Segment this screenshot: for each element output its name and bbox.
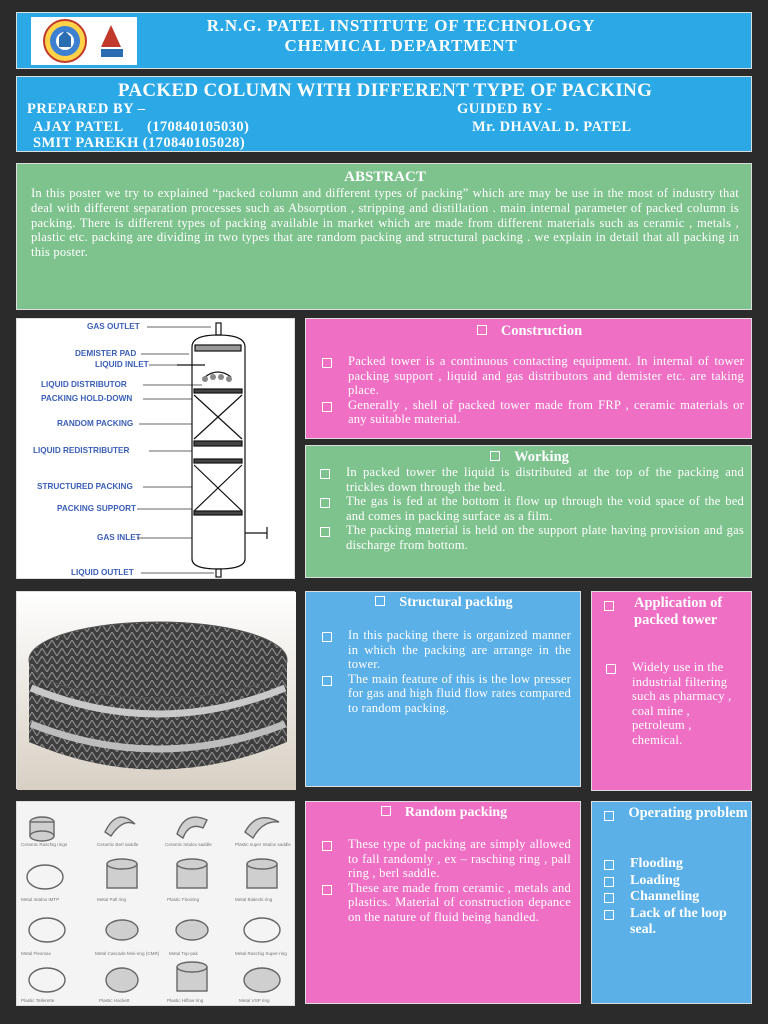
structural-heading: Structural packing bbox=[306, 595, 582, 611]
list-item: Loading bbox=[598, 873, 748, 890]
random-list bbox=[316, 837, 571, 924]
institute-logo bbox=[31, 17, 137, 65]
packing-type-label: Ceramic Intalox saddle bbox=[165, 842, 212, 847]
packing-type-label: Metal Top-pak bbox=[169, 951, 198, 956]
list-item: Flooding bbox=[598, 856, 748, 873]
working-list bbox=[314, 465, 744, 552]
packing-type-label: Ceramic Raschig rings bbox=[21, 842, 68, 847]
application-heading: Application of packed tower bbox=[604, 595, 744, 628]
checkbox-bullet-icon bbox=[375, 596, 385, 606]
operating-list bbox=[598, 856, 748, 939]
list-item: Lack of the loop seal. bbox=[598, 906, 748, 939]
diagram-label-liquid-outlet: LIQUID OUTLET bbox=[71, 568, 134, 577]
random-heading: Random packing bbox=[306, 805, 582, 821]
working-heading: Working bbox=[306, 449, 753, 466]
checkbox-bullet-icon bbox=[381, 806, 391, 816]
abstract-panel bbox=[16, 163, 752, 310]
construction-heading: Construction bbox=[306, 323, 753, 340]
working-panel bbox=[305, 445, 752, 578]
checkbox-bullet-icon bbox=[490, 451, 500, 461]
diagram-label-liquid-redistributer: LIQUID REDISTRIBUTER bbox=[33, 446, 130, 455]
abstract-text: In this poster we try to explained “packed column and different types of packing” which are may be use in the most of industry that deal with different separation processes such as Absorption , stripping and distillation . main internal parameter of packed column is packing. There is different types of packing available in market which are made from different materials such as ceramic , metals , plastic etc. packing are dividing in two types that are random packing and structural packing . we explain in detail that all packing in this poster. bbox=[31, 186, 739, 260]
list-item: Channeling bbox=[598, 889, 748, 906]
checkbox-bullet-icon bbox=[604, 811, 614, 821]
list-item: Generally , shell of packed tower made from FRP , ceramic materials or any suitable material. bbox=[316, 398, 744, 427]
checkbox-bullet-icon bbox=[604, 601, 614, 611]
list-item: Packed tower is a continuous contacting equipment. In internal of tower packing support , liquid and gas distributors and demister etc. are taking place. bbox=[316, 354, 744, 398]
list-item: In this packing there is organized manner in which the packing are arrange in the tower. bbox=[316, 628, 571, 672]
list-item: The gas is fed at the bottom it flow up through the void space of the bed and comes in packing surface as a film. bbox=[314, 494, 744, 523]
list-item: The main feature of this is the low presser for gas and high fluid flow rates compared to random packing. bbox=[316, 672, 571, 716]
department-name: CHEMICAL DEPARTMENT bbox=[284, 36, 518, 55]
list-item: These are made from ceramic , metals and plastics. Material of construction depance on the nature of fluid being handled. bbox=[316, 881, 571, 925]
diagram-label-gas-inlet: GAS INLET bbox=[97, 533, 141, 542]
packing-type-label: Metal Cascade Mini-ring (CMR) bbox=[95, 951, 160, 956]
institute-name: R.N.G. PATEL INSTITUTE OF TECHNOLOGY bbox=[206, 16, 596, 35]
operating-problem-panel bbox=[591, 801, 752, 1004]
packing-type-label: Metal Intalox IMTP bbox=[21, 897, 60, 902]
diagram-label-packing-hold-down: PACKING HOLD-DOWN bbox=[41, 394, 133, 403]
title-banner bbox=[16, 76, 752, 152]
author-2: SMIT PAREKH (170840105028) bbox=[33, 135, 246, 151]
packing-type-label: Metal Bialecki ring bbox=[235, 897, 273, 902]
diagram-label-random-packing: RANDOM PACKING bbox=[57, 419, 134, 428]
prepared-by-label: PREPARED BY – bbox=[27, 101, 146, 117]
list-item: The packing material is held on the support plate having provision and gas discharge from bottom. bbox=[314, 523, 744, 552]
list-item: In packed tower the liquid is distributed at the top of the packing and trickles down through the bed. bbox=[314, 465, 744, 494]
diagram-label-liquid-inlet: LIQUID INLET bbox=[95, 360, 149, 369]
structured-packing-photo bbox=[16, 591, 295, 789]
diagram-label-gas-outlet: GAS OUTLET bbox=[87, 322, 140, 331]
packing-type-label: Metal Raschig Super-ring bbox=[235, 951, 287, 956]
packing-type-label: Metal Pall ring bbox=[97, 897, 127, 902]
packed-column-diagram bbox=[16, 318, 295, 579]
packing-type-label: Ceramic Berl saddle bbox=[97, 842, 139, 847]
list-item: These type of packing are simply allowed to fall randomly , ex – rasching ring , pall ring , berl saddle. bbox=[316, 837, 571, 881]
abstract-heading: ABSTRACT bbox=[344, 169, 426, 185]
application-panel bbox=[591, 591, 752, 791]
header-banner bbox=[16, 12, 752, 69]
operating-heading: Operating problem bbox=[602, 805, 748, 822]
construction-panel bbox=[305, 318, 752, 439]
guide-name: Mr. DHAVAL D. PATEL bbox=[472, 119, 632, 135]
construction-list bbox=[316, 354, 744, 427]
packing-type-label: Metal VSP ring bbox=[239, 998, 270, 1003]
diagram-label-demister-pad: DEMISTER PAD bbox=[75, 349, 137, 358]
structural-list bbox=[316, 628, 571, 715]
diagram-label-packing-support: PACKING SUPPORT bbox=[57, 504, 136, 513]
list-item: Widely use in the industrial filtering such as pharmacy , coal mine , petroleum , chemical. bbox=[600, 660, 745, 747]
poster-title: PACKED COLUMN WITH DIFFERENT TYPE OF PACKING bbox=[117, 80, 653, 101]
application-list bbox=[600, 660, 745, 747]
structural-packing-panel bbox=[305, 591, 581, 787]
author-1: AJAY PATEL (170840105030) bbox=[33, 119, 250, 135]
packing-type-label: Plastic Hiflow ring bbox=[167, 998, 204, 1003]
packing-type-label: Plastic super Intalox saddle bbox=[235, 842, 291, 847]
guided-by-label: GUIDED BY - bbox=[457, 101, 553, 117]
random-packing-types-image bbox=[16, 801, 295, 1006]
checkbox-bullet-icon bbox=[477, 325, 487, 335]
packing-type-label: Plastic Tellerette bbox=[21, 998, 55, 1003]
diagram-label-liquid-distributor: LIQUID DISTRIBUTOR bbox=[41, 380, 127, 389]
packing-type-label: Metal Flexmax bbox=[21, 951, 51, 956]
packing-type-label: Plastic Flexiring bbox=[167, 897, 200, 902]
diagram-label-structured-packing: STRUCTURED PACKING bbox=[37, 482, 133, 491]
random-packing-panel bbox=[305, 801, 581, 1004]
packing-type-label: Plastic Hackett bbox=[99, 998, 130, 1003]
